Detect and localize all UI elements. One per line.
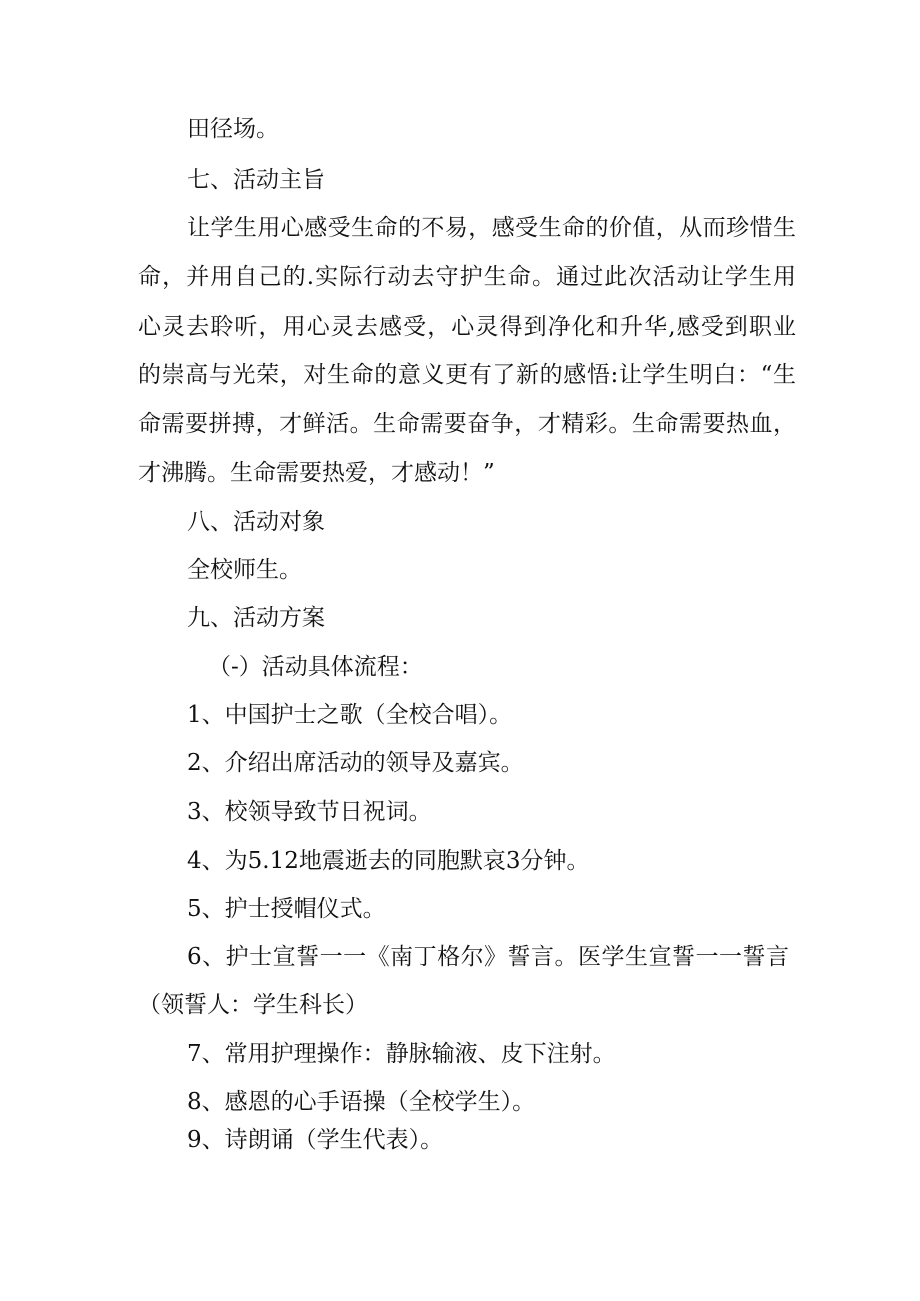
paragraph-line: 命，并用自己的.实际行动去守护生命。通过此次活动让学生用 xyxy=(138,264,796,290)
list-item: 2、介绍出席活动的领导及嘉宾。 xyxy=(187,750,524,776)
section-heading-8: 八、活动对象 xyxy=(187,509,325,535)
list-item: 4、为5.12地震逝去的同胞默哀3分钟。 xyxy=(187,848,590,874)
paragraph-line: 心灵去聆听，用心灵去感受，心灵得到净化和升华,感受到职业 xyxy=(138,314,796,340)
list-item: 5、护士授帽仪式。 xyxy=(187,896,386,922)
paragraph-line: 的崇高与光荣，对生命的意义更有了新的感悟:让学生明白：“生 xyxy=(138,362,796,388)
list-item: 3、校领导致节日祝词。 xyxy=(187,799,432,825)
subsection-heading: （-）活动具体流程： xyxy=(208,654,423,680)
list-item: 8、感恩的心手语操（全校学生）。 xyxy=(187,1089,536,1115)
text-line: 田径场。 xyxy=(187,116,279,142)
paragraph-line: 才沸腾。生命需要热爱，才感动！” xyxy=(138,460,495,486)
paragraph-line: 命需要拼搏，才鲜活。生命需要奋争，才精彩。生命需要热血， xyxy=(138,411,796,437)
list-item: 7、常用护理操作：静脉输液、皮下注射。 xyxy=(187,1041,616,1067)
list-item-continuation: （领誓人：学生科长） xyxy=(138,992,368,1018)
list-item: 9、诗朗诵（学生代表）。 xyxy=(187,1127,444,1153)
paragraph-line: 让学生用心感受生命的不易，感受生命的价值，从而珍惜生 xyxy=(187,215,796,241)
list-item: 6、护士宣誓一一《南丁格尔》誓言。医学生宣誓一一誓言 xyxy=(187,944,789,970)
list-item: 1、中国护士之歌（全校合唱）。 xyxy=(187,702,513,728)
section-heading-9: 九、活动方案 xyxy=(187,605,325,631)
text-line: 全校师生。 xyxy=(187,557,302,583)
section-heading-7: 七、活动主旨 xyxy=(187,167,325,193)
